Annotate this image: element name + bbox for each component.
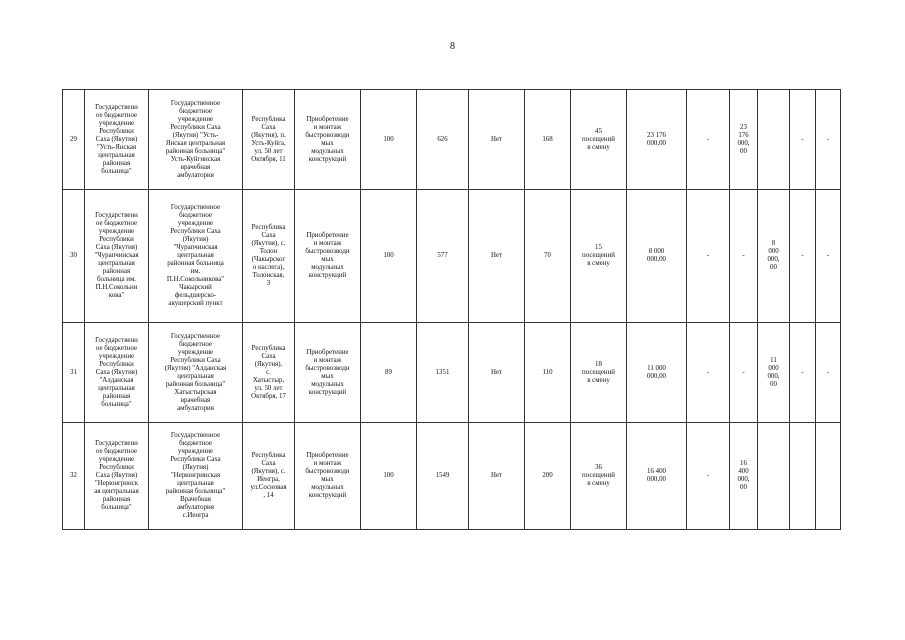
funding-cell: - — [730, 323, 758, 423]
row-number: 31 — [63, 323, 85, 423]
capacity-cell: 15 посещений в смену — [571, 190, 627, 323]
funding-cell: - — [816, 90, 841, 190]
funding-cell: - — [790, 190, 816, 323]
value-cell: Нет — [469, 323, 525, 423]
funding-cell: - — [687, 190, 730, 323]
work-type-cell: Приобретение и монтаж быстровозводи мых модульных конструкций — [295, 423, 361, 530]
organization-cell: Государственн ое бюджетное учреждение Республики Саха (Якутия) "Чурапчинская центральная районная больница им. П.Н.Сокольни кова" — [85, 190, 149, 323]
total-cost-cell: 8 000 000,00 — [627, 190, 687, 323]
organization-cell: Государственн ое бюджетное учреждение Республики Саха (Якутия) "Нерюнгринск ая центральная районная больница" — [85, 423, 149, 530]
value-cell: 110 — [525, 323, 571, 423]
capacity-cell: 36 посещений в смену — [571, 423, 627, 530]
total-cost-cell: 23 176 000,00 — [627, 90, 687, 190]
value-cell: 100 — [361, 423, 417, 530]
address-cell: Республика Саха (Якутия), с. Толон (Чакырског о наслега), Толонская, 3 — [243, 190, 295, 323]
capacity-cell: 45 посещений в смену — [571, 90, 627, 190]
funding-cell: - — [816, 190, 841, 323]
funding-cell: 11 000 000, 00 — [758, 323, 790, 423]
address-cell: Республика Саха (Якутия), п. Усть-Куйга, ул. 50 лет Октября, 11 — [243, 90, 295, 190]
work-type-cell: Приобретение и монтаж быстровозводи мых модульных конструкций — [295, 323, 361, 423]
total-cost-cell: 11 000 000,00 — [627, 323, 687, 423]
value-cell: 1549 — [417, 423, 469, 530]
row-number: 32 — [63, 423, 85, 530]
table-row — [63, 90, 841, 190]
funding-cell: 16 400 000, 00 — [730, 423, 758, 530]
value-cell: Нет — [469, 90, 525, 190]
facility-cell: Государственное бюджетное учреждение Республики Саха (Якутия) "Алданская центральная районная больница" Хатыстырская врачебная амбулатория — [149, 323, 243, 423]
facility-cell: Государственное бюджетное учреждение Республики Саха (Якутия) "Нерюнгринская центральная районная больница" Врачебная амбулатория с.Иенгра — [149, 423, 243, 530]
value-cell: 100 — [361, 90, 417, 190]
capacity-cell: 18 посещений в смену — [571, 323, 627, 423]
funding-cell — [790, 423, 816, 530]
value-cell: 168 — [525, 90, 571, 190]
work-type-cell: Приобретение и монтаж быстровозводи мых модульных конструкций — [295, 90, 361, 190]
funding-cell: - — [790, 90, 816, 190]
table-row — [63, 323, 841, 423]
funding-cell: - — [687, 90, 730, 190]
total-cost-cell: 16 400 000,00 — [627, 423, 687, 530]
table-row — [63, 423, 841, 530]
value-cell: Нет — [469, 190, 525, 323]
funding-cell — [758, 423, 790, 530]
funding-cell: 8 000 000, 00 — [758, 190, 790, 323]
organization-cell: Государственн ое бюджетное учреждение Республики Саха (Якутия) "Усть-Янская центральная районная больница" — [85, 90, 149, 190]
facilities-table — [62, 89, 841, 530]
value-cell: Нет — [469, 423, 525, 530]
funding-cell: - — [687, 323, 730, 423]
value-cell: 70 — [525, 190, 571, 323]
facility-cell: Государственное бюджетное учреждение Республики Саха (Якутия) "Чурапчинская центральная районная больница им. П.Н.Сокольникова" Чакырский фельдшерско- акушерский пункт — [149, 190, 243, 323]
funding-cell: - — [816, 323, 841, 423]
row-number: 30 — [63, 190, 85, 323]
value-cell: 89 — [361, 323, 417, 423]
value-cell: 100 — [361, 190, 417, 323]
value-cell: 577 — [417, 190, 469, 323]
value-cell: 200 — [525, 423, 571, 530]
value-cell: 626 — [417, 90, 469, 190]
funding-cell — [816, 423, 841, 530]
funding-cell — [758, 90, 790, 190]
funding-cell: - — [790, 323, 816, 423]
page-number: 8 — [450, 41, 455, 52]
value-cell: 1351 — [417, 323, 469, 423]
table-row — [63, 190, 841, 323]
row-number: 29 — [63, 90, 85, 190]
funding-cell: 23 176 000, 00 — [730, 90, 758, 190]
work-type-cell: Приобретение и монтаж быстровозводи мых модульных конструкций — [295, 190, 361, 323]
funding-cell: - — [687, 423, 730, 530]
funding-cell: - — [730, 190, 758, 323]
address-cell: Республика Саха (Якутия), с. Иенгра, ул.Сосновая , 14 — [243, 423, 295, 530]
facility-cell: Государственное бюджетное учреждение Республики Саха (Якутия) "Усть- Янская центральная районная больница" Усть-Куйгинская врачебная амбулатория — [149, 90, 243, 190]
address-cell: Республика Саха (Якутия), с. Хатыстыр, ул. 50 лет Октября, 17 — [243, 323, 295, 423]
organization-cell: Государственн ое бюджетное учреждение Республики Саха (Якутия) "Алданская центральная районная больница" — [85, 323, 149, 423]
